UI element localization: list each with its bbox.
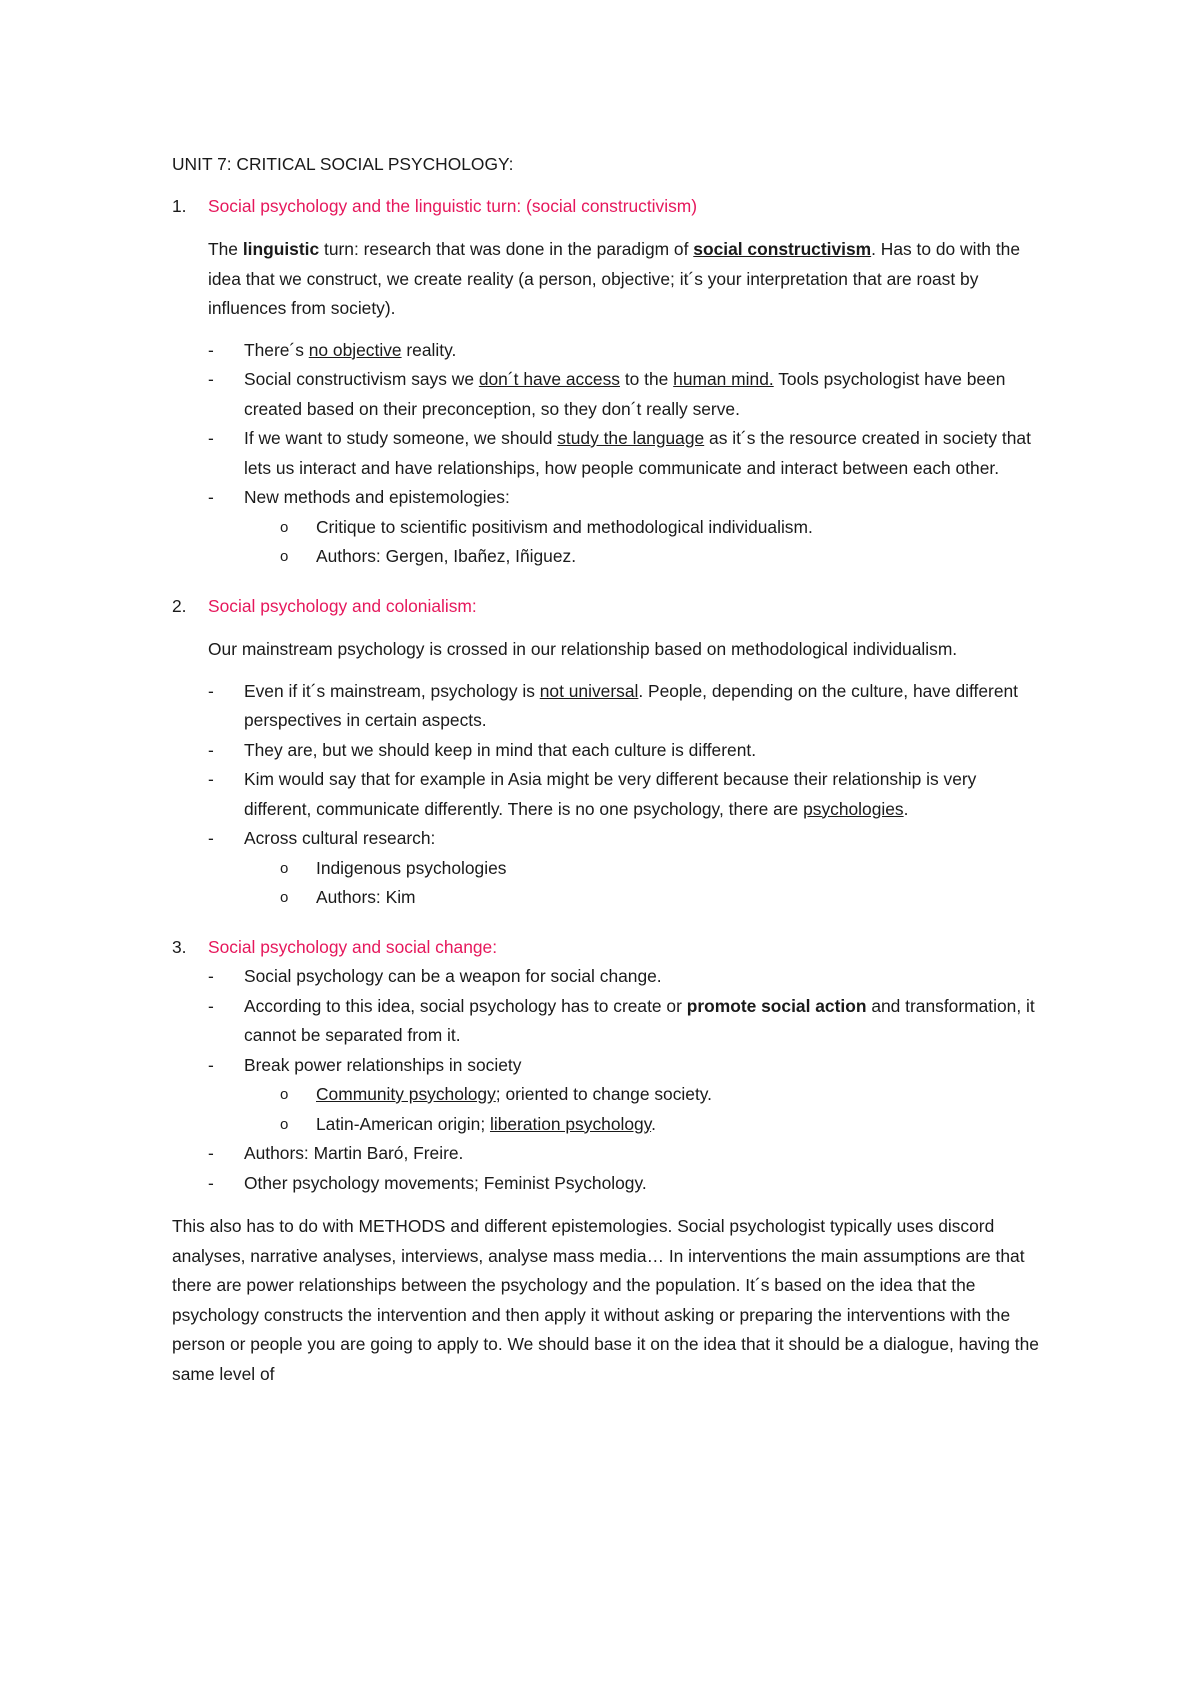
text-run: Even if it´s mainstream, psychology is <box>244 680 540 701</box>
sub-list-item: o Indigenous psychologies <box>280 854 1040 884</box>
list-item <box>208 336 1040 366</box>
list-item <box>208 765 1040 824</box>
section-number: 3. <box>172 936 187 957</box>
underlined-term: study the language <box>557 428 705 448</box>
sub-list <box>244 854 1040 913</box>
section-1-intro <box>208 235 1040 324</box>
bold-term: promote social action <box>686 995 867 1016</box>
text-run: Latin-American origin; <box>316 1113 490 1134</box>
text-run: . <box>903 798 909 819</box>
list-item <box>208 1051 1040 1140</box>
section-number: 1. <box>172 195 187 216</box>
bold-term: linguistic <box>242 239 320 259</box>
list-item <box>208 992 1040 1051</box>
section-title: Social psychology and the linguistic turn: (social constructivism) <box>208 195 698 216</box>
list-item: - Social psychology can be a weapon for social change. <box>208 962 1040 992</box>
section-1-heading <box>172 192 1040 222</box>
text-run: Across cultural research: <box>244 828 436 848</box>
section-title: Social psychology and colonialism: <box>208 595 477 616</box>
section-2-bullets <box>208 677 1040 913</box>
text-run: reality. <box>401 339 457 360</box>
underlined-term: Community psychology <box>316 1084 496 1104</box>
section-1-bullets <box>208 336 1040 572</box>
text-run: According to this idea, social psychology has to create or <box>244 995 687 1016</box>
bold-underlined-term: social constructivism <box>693 239 872 259</box>
list-item: - Authors: Martin Baró, Freire. <box>208 1139 1040 1169</box>
underlined-term: don´t have access <box>478 369 620 389</box>
text-run: There´s <box>244 339 309 360</box>
text-run: as it´s the resource created in society that lets us interact and have relationships, how people communicate and interact between each other. <box>244 428 1031 478</box>
sub-list-item <box>280 1110 1040 1140</box>
text-run: . People, depending on the culture, have different perspectives in certain aspects. <box>244 680 1019 730</box>
section-3-heading <box>172 933 1040 963</box>
list-item <box>208 677 1040 736</box>
section-title: Social psychology and social change: <box>208 936 498 957</box>
text-run: Social constructivism says we <box>244 369 479 389</box>
sub-list <box>244 1080 1040 1139</box>
text-run: turn: research that was done in the paradigm of <box>319 239 694 259</box>
sub-list <box>244 513 1040 572</box>
section-3-bullets <box>208 962 1040 1198</box>
list-item <box>208 824 1040 913</box>
list-item <box>208 365 1040 424</box>
list-item: - Other psychology movements; Feminist Psychology. <box>208 1169 1040 1199</box>
text-run: Break power relationships in society <box>244 1054 522 1075</box>
sub-list-item: o Authors: Gergen, Ibañez, Iñiguez. <box>280 542 1040 572</box>
underlined-term: human mind. <box>673 369 774 389</box>
text-run: Kim would say that for example in Asia might be very different because their relationship is very different, communicate differently. There is no one psychology, there are <box>244 769 977 819</box>
list-item: - They are, but we should keep in mind that each culture is different. <box>208 736 1040 766</box>
text-run: . Has to do with the idea that we construct, we create reality (a person, objective; it´s your interpretation that are roast by influences from society). <box>208 239 1020 318</box>
sub-list-item <box>280 1080 1040 1110</box>
text-run: ; oriented to change society. <box>495 1084 713 1104</box>
underlined-term: psychologies <box>803 798 904 819</box>
text-run: The <box>208 239 243 259</box>
underlined-term: no objective <box>308 339 402 360</box>
list-item <box>208 483 1040 572</box>
document-title: UNIT 7: CRITICAL SOCIAL PSYCHOLOGY: <box>172 154 514 174</box>
text-run: . <box>651 1113 656 1134</box>
list-item <box>208 424 1040 483</box>
text-run: to the <box>619 369 674 389</box>
sub-list-item: o Critique to scientific positivism and methodological individualism. <box>280 513 1040 543</box>
section-2-heading <box>172 592 1040 622</box>
sub-list-item: o Authors: Kim <box>280 883 1040 913</box>
section-number: 2. <box>172 595 187 616</box>
underlined-term: not universal <box>539 680 639 701</box>
section-2-intro: Our mainstream psychology is crossed in our relationship based on methodological individualism. <box>208 639 958 659</box>
closing-paragraph: This also has to do with METHODS and different epistemologies. Social psychologist typically uses discord analyses, narrative analyses, interviews, analyse mass media… In interventions the main assumptions are that there are power relationships between the psychology and the population. It´s based on the idea that the psychology constructs the intervention and then apply it without asking or preparing the interventions with the person or people you are going to apply to. We should base it on the idea that it should be a dialogue, having the same level of <box>172 1216 1039 1384</box>
text-run: New methods and epistemologies: <box>244 487 510 507</box>
text-run: Tools psychologist have been created based on their preconception, so they don´t really serve. <box>244 369 1006 419</box>
text-run: If we want to study someone, we should <box>244 428 558 448</box>
text-run: and transformation, it cannot be separated from it. <box>244 995 1035 1045</box>
underlined-term: liberation psychology <box>489 1113 652 1134</box>
